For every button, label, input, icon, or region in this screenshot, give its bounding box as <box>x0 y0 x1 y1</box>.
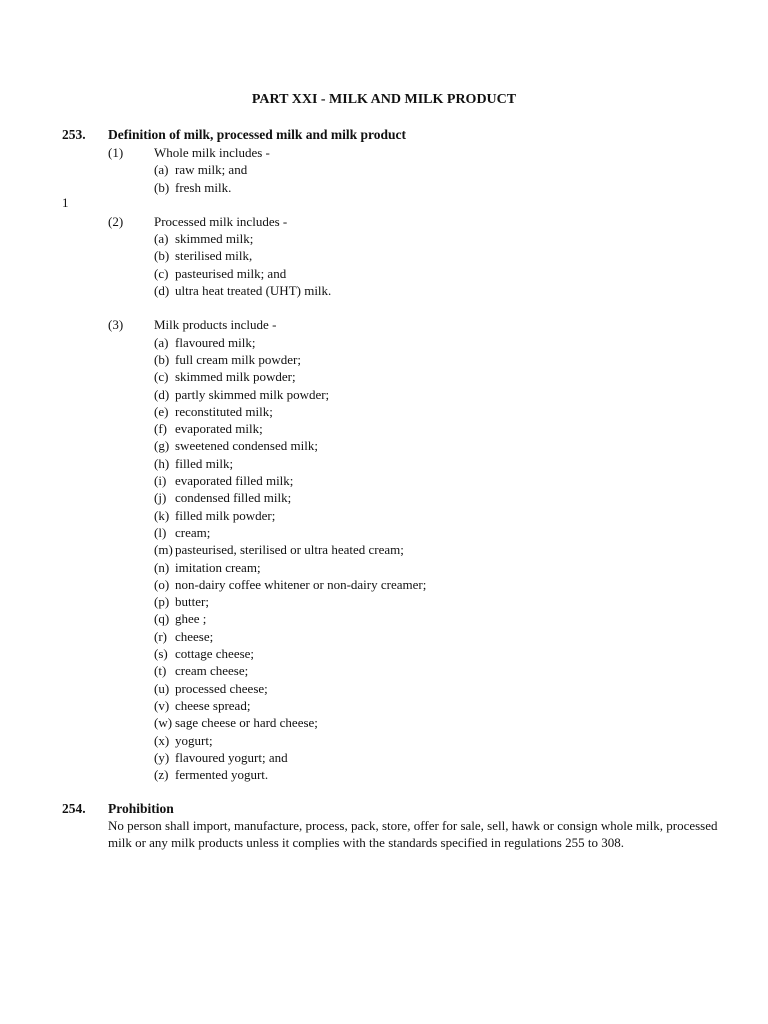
list-item-label: (l) <box>154 524 167 540</box>
list-item-text: skimmed milk powder; <box>175 369 296 385</box>
list-item-label: (p) <box>154 594 170 610</box>
list-item-label: (n) <box>154 559 170 575</box>
list-item-label: (y) <box>154 749 170 765</box>
list-item-label: (s) <box>154 646 168 662</box>
list-item-label: (a) <box>154 162 169 178</box>
list-item-label: (b) <box>154 179 170 195</box>
list-item-text: pasteurised, sterilised or ultra heated cream; <box>175 542 404 558</box>
list-item <box>62 368 742 385</box>
clause-3 <box>62 316 742 333</box>
list-item-text: flavoured milk; <box>175 334 256 350</box>
list-item <box>62 472 742 489</box>
list-item <box>62 230 742 247</box>
list-item-text: pasteurised milk; and <box>175 265 287 281</box>
list-item-text: reconstituted milk; <box>175 403 273 419</box>
list-item-text: fermented yogurt. <box>175 767 269 783</box>
list-item-label: (f) <box>154 421 167 437</box>
list-item-text: flavoured yogurt; and <box>175 749 288 765</box>
list-item-label: (a) <box>154 231 169 247</box>
list-item-label: (i) <box>154 473 167 489</box>
list-item <box>62 766 742 783</box>
list-item <box>62 593 742 610</box>
list-item-text: ultra heat treated (UHT) milk. <box>175 283 332 299</box>
list-item-label: (o) <box>154 576 170 592</box>
list-item <box>62 179 742 196</box>
list-item <box>62 576 742 593</box>
list-item-text: raw milk; and <box>175 162 248 178</box>
list-item-label: (v) <box>154 697 170 713</box>
list-item <box>62 662 742 679</box>
clause-text: Processed milk includes - <box>154 213 288 229</box>
list-item-text: sterilised milk, <box>175 248 253 264</box>
list-item-label: (a) <box>154 334 169 350</box>
margin-mark: 1 <box>62 195 69 210</box>
list-item-label: (x) <box>154 732 170 748</box>
list-item-text: condensed filled milk; <box>175 490 292 506</box>
clause-2 <box>62 213 742 230</box>
list-item <box>62 386 742 403</box>
clause-text: Whole milk includes - <box>154 145 270 160</box>
list-item-label: (m) <box>154 542 173 558</box>
list-item-text: butter; <box>175 594 209 610</box>
list-item <box>62 161 742 178</box>
list-item-label: (d) <box>154 386 170 402</box>
list-item-text: skimmed milk; <box>175 231 254 247</box>
list-item <box>62 610 742 627</box>
part-title: PART XXI - MILK AND MILK PRODUCT <box>251 92 517 107</box>
list-item-label: (t) <box>154 663 167 679</box>
list-item-label: (z) <box>154 767 169 783</box>
list-item <box>62 749 742 766</box>
list-item <box>62 732 742 749</box>
list-item-label: (h) <box>154 455 170 471</box>
list-item-text: imitation cream; <box>175 559 261 575</box>
list-item <box>62 455 742 472</box>
list-item <box>62 507 742 524</box>
list-item-text: full cream milk powder; <box>175 351 301 367</box>
list-item <box>62 265 742 282</box>
section-number: 253. <box>62 127 86 142</box>
list-item-label: (q) <box>154 611 170 627</box>
clause-1-items <box>62 161 742 196</box>
clause-3-items <box>62 334 742 784</box>
section-253 <box>62 126 742 783</box>
list-item-label: (d) <box>154 283 170 299</box>
list-item-label: (g) <box>154 438 170 454</box>
list-item <box>62 420 742 437</box>
list-item-label: (b) <box>154 248 170 264</box>
section-number: 254. <box>62 801 86 816</box>
list-item-label: (c) <box>154 265 169 281</box>
section-254-paragraph: No person shall import, manufacture, process, pack, store, offer for sale, sell, hawk or consign whole milk, processed milk or any milk products unless it complies with the standards specified in regulations 255 to 308. <box>108 818 718 851</box>
list-item-text: evaporated milk; <box>175 421 263 437</box>
list-item <box>62 334 742 351</box>
list-item <box>62 524 742 541</box>
section-254-heading <box>62 800 742 818</box>
list-item-text: fresh milk. <box>175 179 232 195</box>
list-item <box>62 541 742 558</box>
list-item <box>62 489 742 506</box>
list-item <box>62 559 742 576</box>
list-item-text: processed cheese; <box>175 680 268 696</box>
list-item-label: (w) <box>154 715 173 731</box>
section-title: Prohibition <box>108 801 174 816</box>
list-item <box>62 351 742 368</box>
list-item <box>62 437 742 454</box>
list-item-label: (b) <box>154 351 170 367</box>
clause-number: (1) <box>108 145 124 160</box>
list-item-text: evaporated filled milk; <box>175 473 294 489</box>
list-item-text: yogurt; <box>175 732 213 748</box>
section-254 <box>62 800 742 818</box>
list-item <box>62 628 742 645</box>
list-item <box>62 697 742 714</box>
list-item <box>62 680 742 697</box>
list-item-text: cream; <box>175 524 211 540</box>
section-title: Definition of milk, processed milk and milk product <box>108 127 407 142</box>
list-item-label: (j) <box>154 490 167 506</box>
list-item <box>62 282 742 299</box>
clause-number: (3) <box>108 317 124 333</box>
list-item-label: (c) <box>154 369 169 385</box>
list-item-text: ghee ; <box>175 611 207 627</box>
list-item-text: cream cheese; <box>175 663 249 679</box>
list-item <box>62 645 742 662</box>
list-item-text: cottage cheese; <box>175 646 255 662</box>
list-item-text: filled milk powder; <box>175 507 276 523</box>
list-item-label: (e) <box>154 403 169 419</box>
section-253-heading <box>62 126 742 144</box>
clause-2-items <box>62 230 742 299</box>
clause-number: (2) <box>108 213 124 229</box>
list-item-text: filled milk; <box>175 455 234 471</box>
list-item-text: non-dairy coffee whitener or non-dairy creamer; <box>175 576 427 592</box>
list-item-label: (u) <box>154 680 170 696</box>
list-item <box>62 714 742 731</box>
list-item-text: cheese; <box>175 628 214 644</box>
list-item <box>62 247 742 264</box>
list-item <box>62 403 742 420</box>
list-item-text: cheese spread; <box>175 697 251 713</box>
list-item-text: sage cheese or hard cheese; <box>175 715 318 731</box>
clause-text: Milk products include - <box>154 317 277 333</box>
list-item-text: partly skimmed milk powder; <box>175 386 330 402</box>
list-item-text: sweetened condensed milk; <box>175 438 318 454</box>
list-item-label: (r) <box>154 628 167 644</box>
list-item-label: (k) <box>154 507 170 523</box>
clause-1 <box>62 144 742 161</box>
